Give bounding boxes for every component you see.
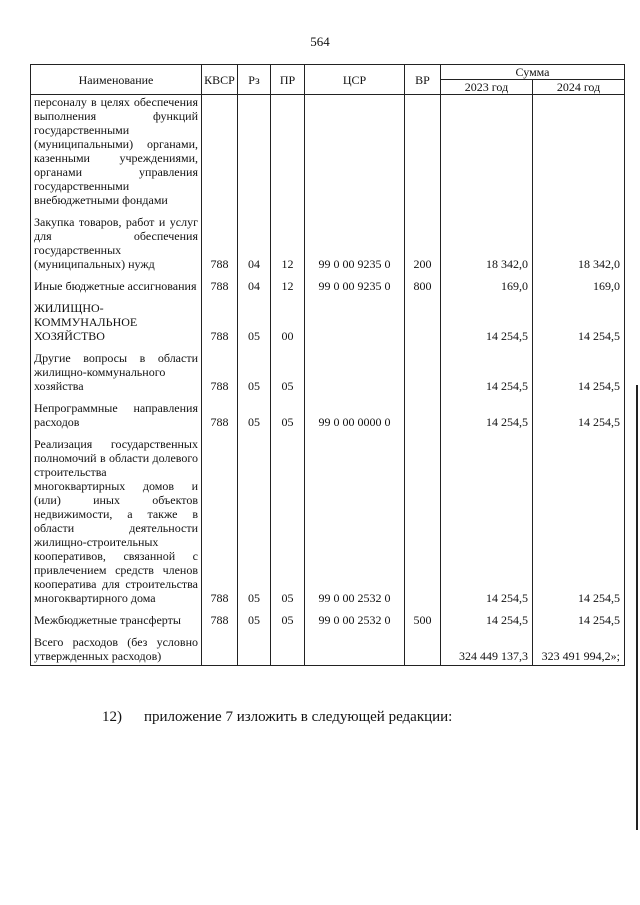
table-row (31, 431, 625, 607)
row-vr: 500 (405, 607, 441, 629)
row-vr (405, 431, 441, 607)
row-rz: 04 (238, 273, 271, 295)
row-pr: 05 (271, 345, 305, 395)
row-kvsr: 788 (202, 209, 238, 273)
row-sum-2024: 169,0 (533, 273, 625, 295)
header-name: Наименование (31, 65, 202, 95)
row-sum-2023: 169,0 (441, 273, 533, 295)
row-pr: 05 (271, 395, 305, 431)
row-sum-2023: 14 254,5 (441, 295, 533, 345)
row-rz: 04 (238, 209, 271, 273)
row-sum-2024: 14 254,5 (533, 431, 625, 607)
row-sum-2024: 18 342,0 (533, 209, 625, 273)
row-name: Другие вопросы в области жилищно-коммунального хозяйства (31, 345, 202, 395)
table-row (31, 607, 625, 629)
row-sum-2024: 14 254,5 (533, 345, 625, 395)
header-year-2023: 2023 год (441, 80, 533, 95)
row-pr (271, 95, 305, 210)
row-kvsr: 788 (202, 295, 238, 345)
row-vr (405, 395, 441, 431)
table-row (31, 95, 625, 210)
table-row (31, 395, 625, 431)
row-vr: 200 (405, 209, 441, 273)
header-sum: Сумма (441, 65, 625, 80)
row-pr: 00 (271, 295, 305, 345)
total-sum-2024: 323 491 994,2»; (533, 629, 625, 666)
table-row (31, 273, 625, 295)
header-vr: ВР (405, 65, 441, 95)
page-number: 564 (310, 34, 330, 49)
row-csr: 99 0 00 9235 0 (305, 209, 405, 273)
row-kvsr: 788 (202, 395, 238, 431)
row-vr (405, 295, 441, 345)
row-csr (305, 95, 405, 210)
row-name: ЖИЛИЩНО-КОММУНАЛЬНОЕ ХОЗЯЙСТВО (31, 295, 202, 345)
row-rz: 05 (238, 395, 271, 431)
row-csr: 99 0 00 9235 0 (305, 273, 405, 295)
row-sum-2024: 14 254,5 (533, 295, 625, 345)
table-row (31, 209, 625, 273)
row-sum-2023: 14 254,5 (441, 431, 533, 607)
row-pr: 05 (271, 607, 305, 629)
total-sum-2023: 324 449 137,3 (441, 629, 533, 666)
row-pr: 12 (271, 209, 305, 273)
row-kvsr: 788 (202, 431, 238, 607)
header-csr: ЦСР (305, 65, 405, 95)
row-name: Закупка товаров, работ и услуг для обеспечения государственных (муниципальных) нужд (31, 209, 202, 273)
row-pr: 05 (271, 431, 305, 607)
row-csr: 99 0 00 2532 0 (305, 431, 405, 607)
table-header (31, 65, 625, 95)
row-vr (405, 95, 441, 210)
header-rz: Рз (238, 65, 271, 95)
row-rz: 05 (238, 345, 271, 395)
row-kvsr: 788 (202, 607, 238, 629)
table-row (31, 295, 625, 345)
header-year-2024: 2024 год (533, 80, 625, 95)
row-sum-2023: 18 342,0 (441, 209, 533, 273)
row-rz: 05 (238, 431, 271, 607)
row-vr (405, 345, 441, 395)
row-rz: 05 (238, 295, 271, 345)
table-row (31, 345, 625, 395)
budget-table (30, 64, 625, 666)
row-kvsr: 788 (202, 273, 238, 295)
row-name: Иные бюджетные ассигнования (31, 273, 202, 295)
row-sum-2024: 14 254,5 (533, 395, 625, 431)
row-sum-2023: 14 254,5 (441, 607, 533, 629)
row-sum-2024 (533, 95, 625, 210)
row-name: Реализация государственных полномочий в области долевого строительства многоквартирных домов и (или) иных объектов недвижимости, а также в области деятельности жилищно-строительных кооперативов, связанной с привлечением средств членов кооператива для строительства многоквартирного дома (31, 431, 202, 607)
row-sum-2023: 14 254,5 (441, 345, 533, 395)
row-name: персоналу в целях обеспечения выполнения функций государственными (муниципальными) органами, казенными учреждениями, органами управления государственными внебюджетными фондами (31, 95, 202, 210)
table-total-row (31, 629, 625, 666)
row-name: Межбюджетные трансферты (31, 607, 202, 629)
row-csr: 99 0 00 0000 0 (305, 395, 405, 431)
row-rz (238, 95, 271, 210)
table-body (31, 95, 625, 666)
instruction-paragraph (102, 708, 452, 726)
row-rz: 05 (238, 607, 271, 629)
instruction-number: 12) (102, 709, 122, 725)
row-sum-2023 (441, 95, 533, 210)
row-csr (305, 345, 405, 395)
instruction-text: приложение 7 изложить в следующей редакции: (144, 709, 453, 725)
row-vr: 800 (405, 273, 441, 295)
row-sum-2023: 14 254,5 (441, 395, 533, 431)
row-csr: 99 0 00 2532 0 (305, 607, 405, 629)
row-kvsr: 788 (202, 345, 238, 395)
row-pr: 12 (271, 273, 305, 295)
row-kvsr (202, 95, 238, 210)
header-pr: ПР (271, 65, 305, 95)
total-label: Всего расходов (без условно утвержденных расходов) (31, 629, 202, 666)
row-sum-2024: 14 254,5 (533, 607, 625, 629)
header-kvsr: КВСР (202, 65, 238, 95)
row-name: Непрограммные направления расходов (31, 395, 202, 431)
row-csr (305, 295, 405, 345)
scan-edge-mark (636, 385, 638, 830)
